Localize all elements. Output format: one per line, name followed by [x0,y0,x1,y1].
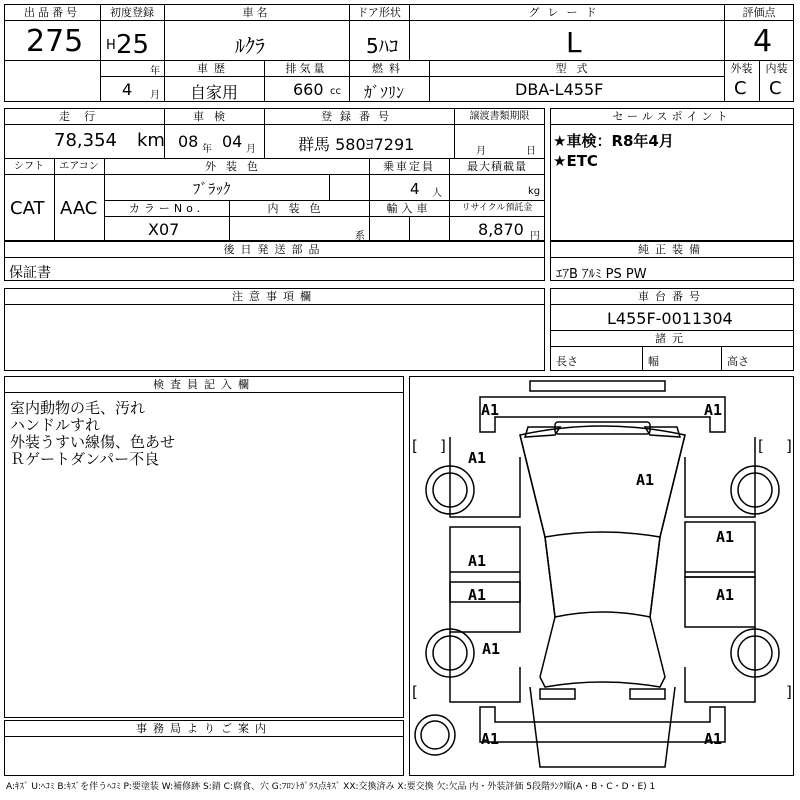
bracket-left-mid: [ [758,437,764,455]
damage-mark-rear-left: A1 [481,730,500,748]
width-label: 幅 [648,355,659,368]
first-reg-era: H [106,38,116,53]
plate-label: 登録番号 [321,110,397,123]
interior-label: 内装 [765,62,788,75]
history-label: 車歴 [197,62,231,75]
transfer-month-unit: 月 [476,146,486,157]
history: 自家用 [190,83,239,102]
genuine-label: 純正装備 [638,243,706,256]
door-label: ドア形状 [357,6,401,19]
bracket-left-bottom: [ [412,683,418,701]
displacement-label: 排気量 [285,62,328,75]
ac: AAC [60,198,98,219]
car-name-label: 車名 [242,6,271,19]
legend-text: A:ｷｽﾞ U:ﾍｺﾐ B:ｷｽﾞを伴うﾍｺﾐ P:要塗装 W:補修跡 S:錆 C:腐食、穴 G:ﾌﾛﾝﾄｶﾞﾗｽ点ｷｽﾞ XX:交換済み X:要交換 欠:欠品 内・外装評価 5段階ﾗﾝｸ順(A・B・C・D・E) 1 [6,782,656,792]
year-unit: 年 [150,66,160,77]
model-label: 型式 [555,62,598,75]
damage-mark-front-left: A1 [481,401,500,419]
door-type: 5ﾊｺ [366,34,399,58]
office-label: 事務局よりご案内 [136,722,272,735]
shift-label: シフト [14,161,44,172]
bracket-right-top: ] [440,437,446,455]
first-reg-label: 初度登録 [110,6,154,19]
first-reg-year: 25 [116,30,150,60]
import-label: 輸入車 [386,202,432,215]
mileage: 78,354 [54,130,117,151]
later-parts-value: 保証書 [9,265,51,281]
car-name: ﾙｸﾗ [235,34,265,58]
damage-mark-left-door-front: A1 [468,552,487,570]
color-label: 外装色 [205,160,268,173]
score-label: 評価点 [742,6,776,19]
grade: L [566,26,582,59]
inspection-year-unit: 年 [202,144,212,155]
displacement: 660 [293,80,324,99]
chassis-value: L455F-0011304 [607,309,733,328]
color-no-label: カラーNo. [128,202,205,215]
inspector-line-2: ハンドルすれ [10,416,101,434]
damage-mark-left-quarter: A1 [482,640,501,658]
load-label: 最大積載量 [467,160,527,173]
bracket-right-mid: ] [786,437,792,455]
dims-label: 諸元 [655,332,689,345]
lot-no-label: 出品番号 [24,6,80,19]
later-parts-label: 後日発送部品 [223,243,326,256]
load-unit: kg [528,186,541,197]
sales-label: セールスポイント [612,110,732,123]
capacity-unit: 人 [432,188,442,199]
interior-grade: C [769,78,782,99]
damage-mark-front-right: A1 [704,401,723,419]
color: ﾌﾞﾗｯｸ [193,180,231,198]
transfer-day-unit: 日 [526,146,536,157]
sales-point-2: ★ETC [553,152,598,170]
shift: CAT [10,198,45,219]
damage-mark-right-door-front: A1 [716,528,735,546]
inspection-month: 04 [222,132,243,151]
car-outline-icon [410,377,795,777]
score: 4 [753,24,773,59]
color-no: X07 [148,220,180,239]
inspection-year: 08 [178,132,199,151]
lot-no: 275 [26,24,84,59]
recycle: 8,870 [478,220,524,239]
grade-label: グレード [528,6,605,19]
damage-mark-left-fender: A1 [468,449,487,467]
bracket-right-bottom: ] [786,683,792,701]
inspector-line-4: Ｒゲートダンパー不良 [10,450,160,468]
plate: 群馬 580ﾖ7291 [298,135,415,154]
month-unit: 月 [150,90,160,101]
inspector-label: 検査員記入欄 [153,378,255,391]
notes-label: 注意事項欄 [232,290,317,303]
model: DBA-L455F [515,80,604,99]
car-diagram [409,376,794,776]
height-label: 高さ [727,355,749,368]
damage-mark-rear-right: A1 [704,730,723,748]
exterior-label: 外装 [730,62,753,75]
fuel: ｶﾞｿﾘﾝ [364,83,405,102]
genuine-value: ｴｱB ｱﾙﾐ PS PW [556,267,647,282]
sales-point-1: ★車検：R8年4月 [553,132,674,150]
bracket-left-top: [ [412,437,418,455]
interior-color-suffix: 系 [355,231,365,242]
inspection-label: 車検 [193,110,235,123]
capacity-label: 乗車定員 [383,160,435,173]
interior-color-label: 内装色 [267,202,331,215]
chassis-label: 車台番号 [638,290,706,303]
capacity: 4 [410,180,420,198]
damage-mark-right-door-rear: A1 [716,586,735,604]
inspector-line-3: 外装うすい線傷、色あせ [10,433,176,451]
inspection-month-unit: 月 [246,144,256,155]
mileage-label: 走行 [59,110,109,123]
damage-mark-left-door-rear: A1 [468,586,487,604]
length-label: 長さ [556,355,578,368]
recycle-label: リサイクル預託金 [461,203,533,213]
displacement-unit: cc [330,86,341,97]
inspector-line-1: 室内動物の毛、汚れ [10,399,146,417]
first-reg-month: 4 [122,80,133,99]
damage-mark-windshield: A1 [636,471,655,489]
sales-points-section [550,108,794,241]
transfer-label: 譲渡書類期限 [469,111,530,122]
ac-label: エアコン [59,161,99,172]
recycle-unit: 円 [530,231,540,242]
mileage-unit: km [137,130,165,151]
fuel-label: 燃料 [372,62,406,75]
exterior-grade: C [734,78,747,99]
